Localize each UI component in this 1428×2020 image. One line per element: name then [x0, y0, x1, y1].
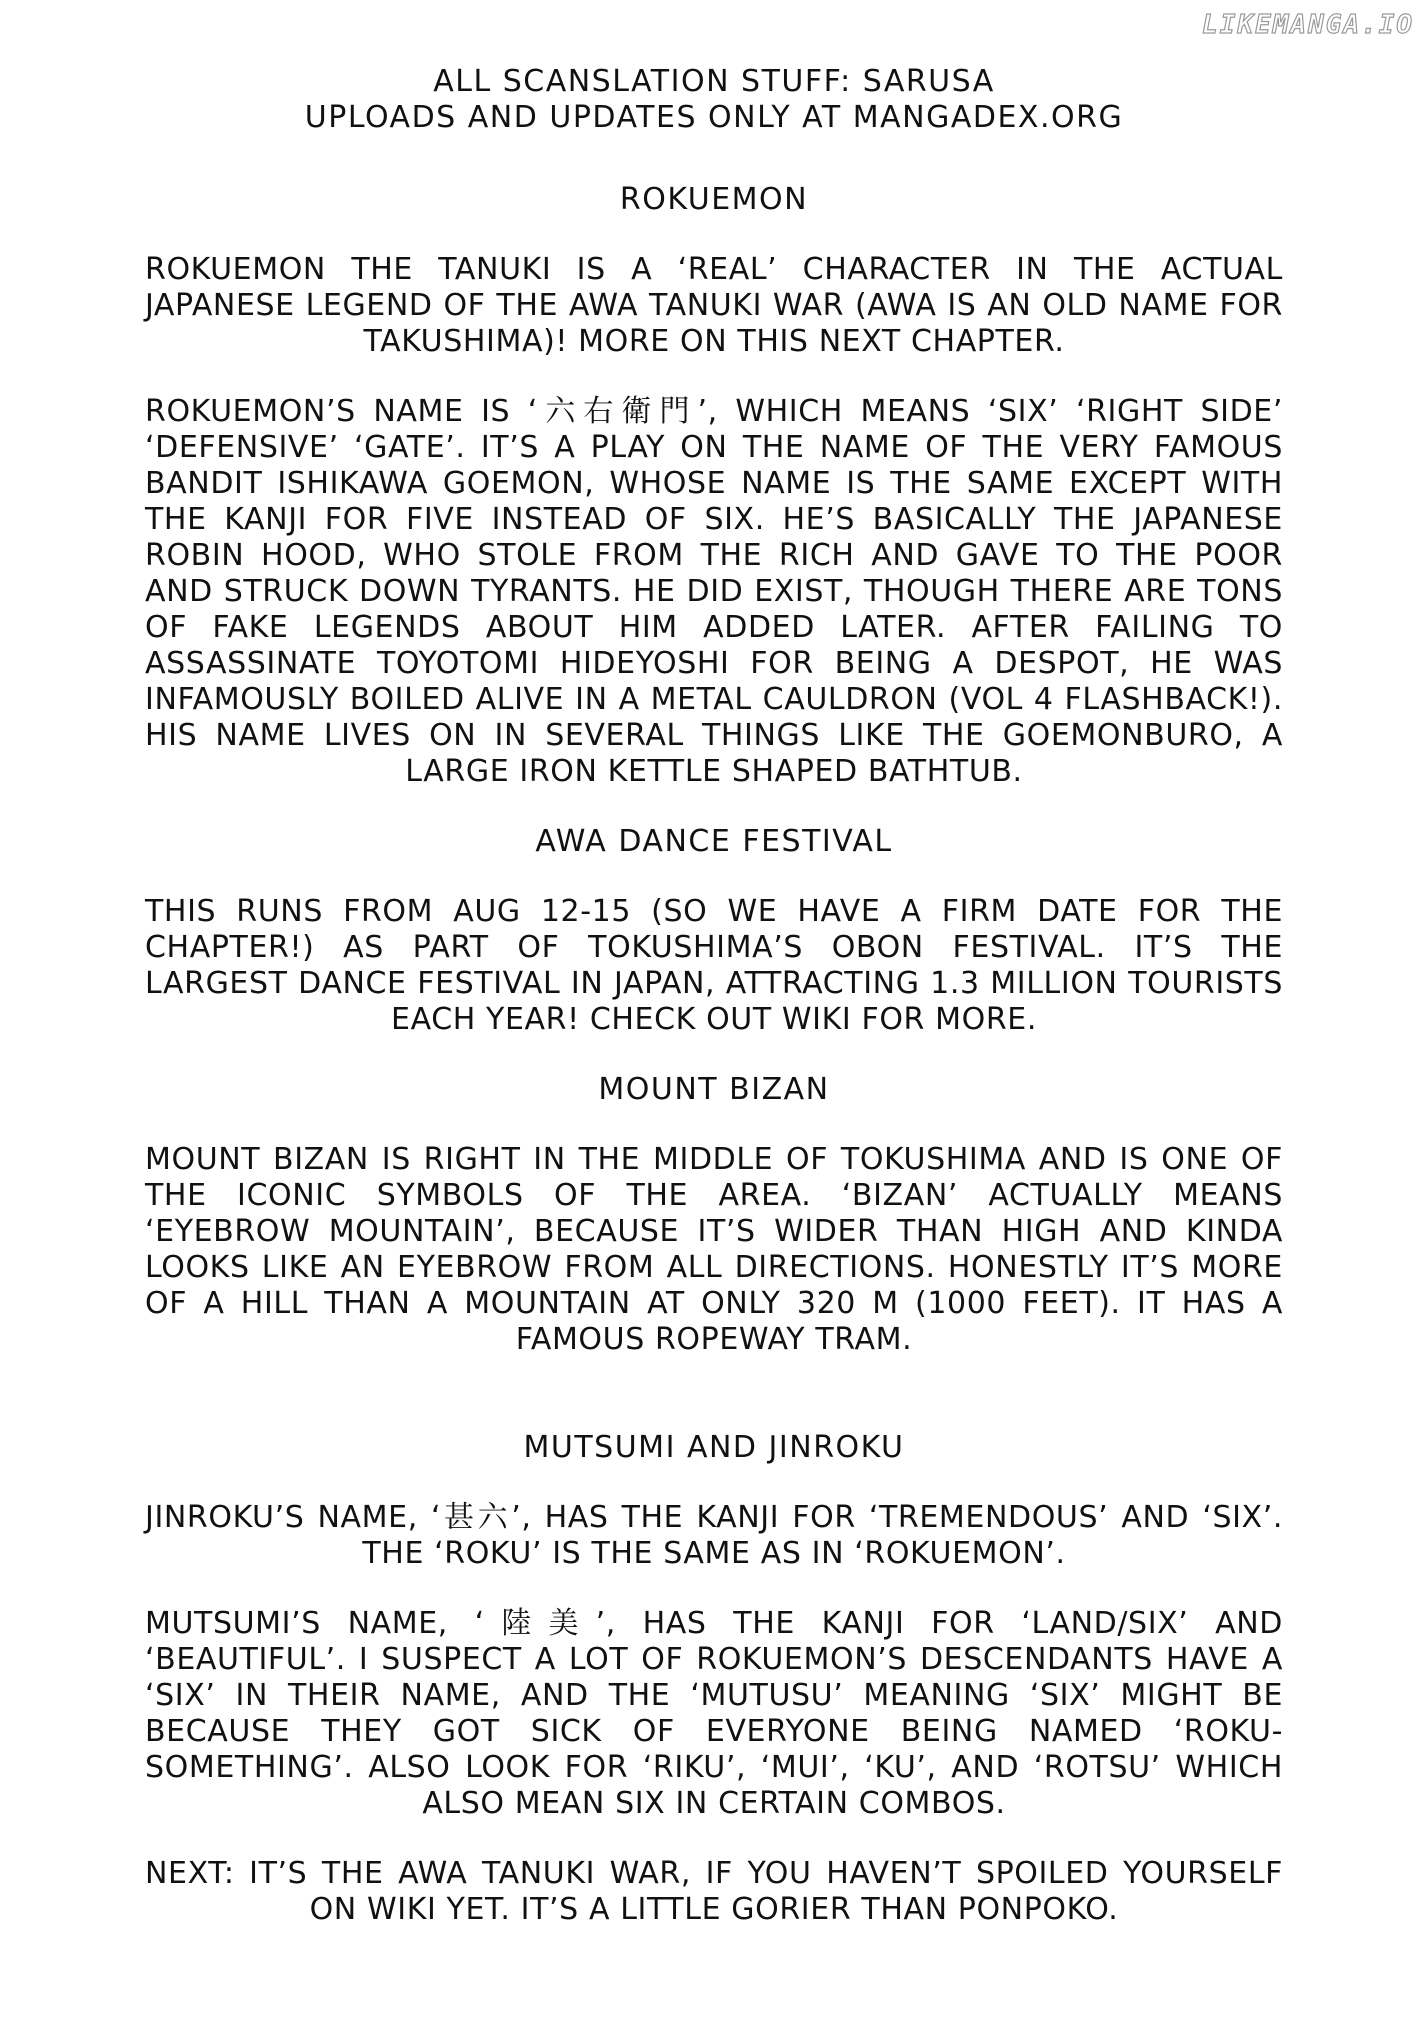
paragraph-next-chapter: NEXT: IT’S THE AWA TANUKI WAR, IF YOU HAVEN’T SPOILED YOURSELF ON WIKI YET. IT’S A LITTLE GORIER THAN PONPOKO. — [145, 1856, 1283, 1927]
section-next — [145, 1856, 1283, 1928]
translation-notes-page — [145, 64, 1283, 1928]
credits-block — [145, 64, 1283, 136]
paragraph-rokuemon-intro: ROKUEMON THE TANUKI IS A ‘REAL’ CHARACTER IN THE ACTUAL JAPANESE LEGEND OF THE AWA TANUKI WAR (AWA IS AN OLD NAME FOR TAKUSHIMA)! MORE ON THIS NEXT CHAPTER. — [145, 252, 1283, 359]
paragraph-awa-dance-festival: THIS RUNS FROM AUG 12-15 (SO WE HAVE A FIRM DATE FOR THE CHAPTER!) AS PART OF TOKUSHIMA’S OBON FESTIVAL. IT’S THE LARGEST DANCE FESTIVAL IN JAPAN, ATTRACTING 1.3 MILLION TOURISTS EACH YEAR! CHECK OUT WIKI FOR MORE. — [145, 894, 1283, 1037]
credits-line-2: UPLOADS AND UPDATES ONLY AT MANGADEX.ORG — [304, 100, 1124, 135]
section-heading-mount-bizan: MOUNT BIZAN — [598, 1072, 830, 1107]
credits-line-1: ALL SCANSLATION STUFF: SARUSA — [433, 64, 995, 99]
paragraph-mount-bizan: MOUNT BIZAN IS RIGHT IN THE MIDDLE OF TOKUSHIMA AND IS ONE OF THE ICONIC SYMBOLS OF THE AREA. ‘BIZAN’ ACTUALLY MEANS ‘EYEBROW MOUNTAIN’, BECAUSE IT’S WIDER THAN HIGH AND KINDA LOOKS LIKE AN EYEBROW FROM ALL DIRECTIONS. HONESTLY IT’S MORE OF A HILL THAN A MOUNTAIN AT ONLY 320 M (1000 FEET). IT HAS A FAMOUS ROPEWAY TRAM. — [145, 1142, 1283, 1357]
section-awa-dance-festival — [145, 824, 1283, 1038]
paragraph-mutsumi-name: MUTSUMI’S NAME, ‘陸美’, HAS THE KANJI FOR ‘LAND/SIX’ AND ‘BEAUTIFUL’. I SUSPECT A LOT OF ROKUEMON’S DESCENDANTS HAVE A ‘SIX’ IN THEIR NAME, AND THE ‘MUTUSU’ MEANING ‘SIX’ MIGHT BE BECAUSE THEY GOT SICK OF EVERYONE BEING NAMED ‘ROKU-SOMETHING’. ALSO LOOK FOR ‘RIKU’, ‘MUI’, ‘KU’, AND ‘ROTSU’ WHICH ALSO MEAN SIX IN CERTAIN COMBOS. — [145, 1606, 1283, 1821]
watermark-logo: LIKEMANGA.IO — [1202, 10, 1414, 40]
section-mount-bizan — [145, 1072, 1283, 1358]
section-mutsumi-and-jinroku — [145, 1430, 1283, 1822]
section-heading-mutsumi-and-jinroku: MUTSUMI AND JINROKU — [523, 1430, 905, 1465]
section-heading-awa-dance-festival: AWA DANCE FESTIVAL — [535, 824, 893, 859]
section-heading-rokuemon: ROKUEMON — [619, 182, 809, 217]
paragraph-jinroku-name: JINROKU’S NAME, ‘甚六’, HAS THE KANJI FOR ‘TREMENDOUS’ AND ‘SIX’. THE ‘ROKU’ IS THE SAME AS IN ‘ROKUEMON’. — [145, 1500, 1283, 1571]
section-rokuemon — [145, 182, 1283, 790]
paragraph-rokuemon-name: ROKUEMON’S NAME IS ‘六右衛門’, WHICH MEANS ‘SIX’ ‘RIGHT SIDE’ ‘DEFENSIVE’ ‘GATE’. IT’S A PLAY ON THE NAME OF THE VERY FAMOUS BANDIT ISHIKAWA GOEMON, WHOSE NAME IS THE SAME EXCEPT WITH THE KANJI FOR FIVE INSTEAD OF SIX. HE’S BASICALLY THE JAPANESE ROBIN HOOD, WHO STOLE FROM THE RICH AND GAVE TO THE POOR AND STRUCK DOWN TYRANTS. HE DID EXIST, THOUGH THERE ARE TONS OF FAKE LEGENDS ABOUT HIM ADDED LATER. AFTER FAILING TO ASSASSINATE TOYOTOMI HIDEYOSHI FOR BEING A DESPOT, HE WAS INFAMOUSLY BOILED ALIVE IN A METAL CAULDRON (VOL 4 FLASHBACK!). HIS NAME LIVES ON IN SEVERAL THINGS LIKE THE GOEMONBURO, A LARGE IRON KETTLE SHAPED BATHTUB. — [145, 394, 1283, 789]
